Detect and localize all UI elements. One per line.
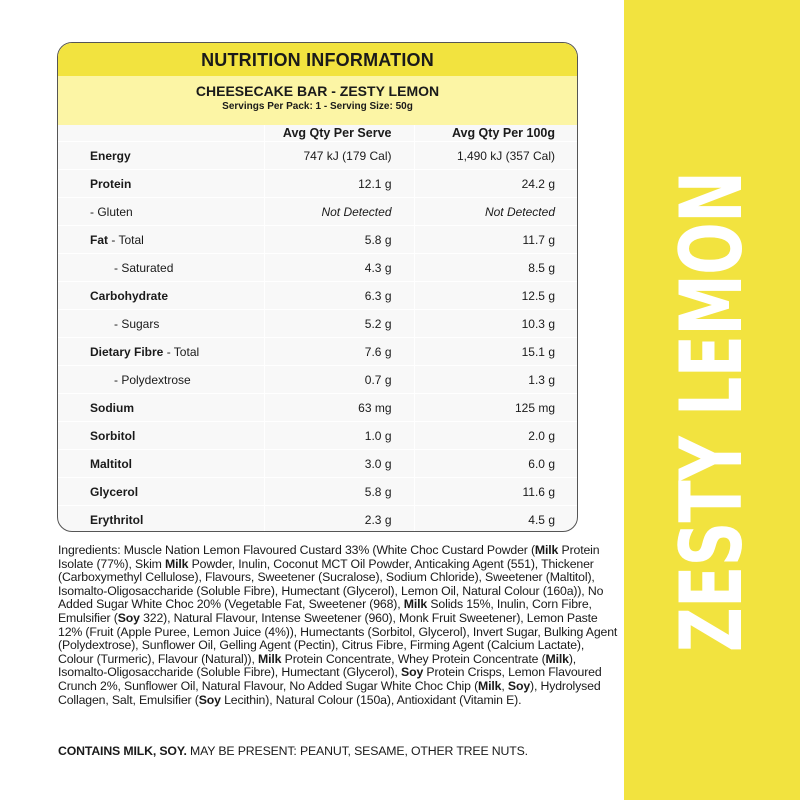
- nutrient-qualifier: - Polydextrose: [114, 372, 191, 387]
- table-row: [58, 282, 577, 310]
- allergen-highlight: Soy: [117, 610, 140, 625]
- table-row: [58, 450, 577, 478]
- value-per-100g: 10.3 g: [414, 310, 577, 338]
- value-per-serve: Not Detected: [264, 198, 414, 226]
- may-contain-allergens: MAY BE PRESENT: PEANUT, SESAME, OTHER TREE NUTS.: [186, 744, 528, 758]
- table-row: [58, 394, 577, 422]
- value-per-serve: 0.7 g: [264, 366, 414, 394]
- allergen-highlight: Soy: [198, 692, 221, 707]
- value-per-100g: 125 mg: [414, 394, 577, 422]
- nutrient-name: Dietary Fibre: [90, 344, 164, 359]
- value-per-serve: 2.3 g: [264, 506, 414, 533]
- table-row: [58, 226, 577, 254]
- nutrient-name: Energy: [90, 148, 131, 163]
- ingredient-text-segment: ), Hydrolysed Collagen, Salt, Emulsifier (: [58, 678, 601, 707]
- ingredient-text-segment: Solids 15%, Inulin, Corn Fibre, Emulsifier (: [58, 597, 592, 625]
- ingredient-text-segment: Protein Isolate (77%), Skim: [58, 543, 600, 571]
- table-row: [58, 506, 577, 533]
- nutrient-name: Glycerol: [90, 484, 139, 499]
- nutrient-label: [58, 226, 264, 254]
- nutrient-qualifier: - Saturated: [114, 260, 174, 275]
- value-per-100g: Not Detected: [414, 198, 577, 226]
- ingredient-text-segment: Protein Crisps, Lemon Flavoured Crunch 2%, Sunflower Oil, Natural Flavour, No Added Sugar White Choc Chip (: [58, 665, 602, 693]
- nutrient-qualifier: - Sugars: [114, 316, 160, 331]
- flavour-vertical-text: ZESTY LEMON: [662, 171, 762, 653]
- table-row: [58, 254, 577, 282]
- nutrient-name: Erythritol: [90, 512, 144, 527]
- ingredient-text-segment: Lecithin), Natural Colour (150a), Antioxidant (Vitamin E).: [220, 692, 522, 707]
- nutrient-name: Maltitol: [90, 456, 132, 471]
- table-row: [58, 422, 577, 450]
- ingredient-text-segment: Ingredients: Muscle Nation Lemon Flavoured Custard 33% (White Choc Custard Powder (: [58, 543, 535, 557]
- value-per-serve: 63 mg: [264, 394, 414, 422]
- allergen-highlight: Milk: [258, 651, 282, 666]
- value-per-100g: 4.5 g: [414, 506, 577, 533]
- value-per-100g: 6.0 g: [414, 450, 577, 478]
- ingredient-text-segment: Powder, Inulin, Coconut MCT Oil Powder, Anticaking Agent (551), Thickener (Carboxymethyl Cellulose), Flavours, Sweetener (Sucralose), Sodium Chloride), Sweetener (Maltitol), Isomalto-Oligosaccharide (Soluble Fibre), Humectant (Glycerol), Lemon Oil, Natural Colour (160a)), No Added Sugar White Choc 20% (Vegetable Fat, Sweetener (968),: [58, 556, 604, 612]
- nutrition-panel: [57, 42, 578, 532]
- allergen-statement: [58, 744, 618, 758]
- ingredient-text-segment: ,: [501, 678, 508, 693]
- allergen-highlight: Soy: [401, 665, 424, 680]
- value-per-serve: 5.2 g: [264, 310, 414, 338]
- nutrient-label: [58, 450, 264, 478]
- allergen-highlight: Milk: [165, 556, 189, 571]
- table-row: [58, 338, 577, 366]
- nutrient-label: [58, 170, 264, 198]
- nutrition-table: [58, 125, 577, 532]
- value-per-100g: 12.5 g: [414, 282, 577, 310]
- ingredient-text-segment: Protein Concentrate, Whey Protein Concentrate (: [281, 651, 546, 666]
- table-row: [58, 170, 577, 198]
- value-per-100g: 11.7 g: [414, 226, 577, 254]
- nutrient-label: [58, 282, 264, 310]
- value-per-100g: 1,490 kJ (357 Cal): [414, 142, 577, 170]
- column-header-nutrient: [58, 125, 264, 142]
- nutrient-label: [58, 254, 264, 282]
- allergen-highlight: Milk: [403, 597, 428, 612]
- value-per-100g: 15.1 g: [414, 338, 577, 366]
- value-per-100g: 11.6 g: [414, 478, 577, 506]
- contains-allergens: CONTAINS MILK, SOY.: [58, 744, 187, 758]
- nutrient-label: [58, 422, 264, 450]
- nutrient-name: Fat: [90, 232, 108, 247]
- product-name: CHEESECAKE BAR - ZESTY LEMON: [195, 83, 440, 99]
- nutrient-label: [58, 506, 264, 533]
- ingredients-text: [58, 544, 618, 707]
- table-header-row: [58, 125, 577, 142]
- nutrient-label: [58, 310, 264, 338]
- nutrient-label: [58, 366, 264, 394]
- value-per-serve: 6.3 g: [264, 282, 414, 310]
- allergen-highlight: Soy: [507, 678, 531, 693]
- nutrient-name: Protein: [90, 176, 132, 191]
- column-header-per-serve: Avg Qty Per Serve: [264, 125, 414, 142]
- product-header: [58, 76, 577, 125]
- value-per-serve: 1.0 g: [264, 422, 414, 450]
- nutrient-qualifier: - Total: [163, 344, 200, 359]
- value-per-serve: 4.3 g: [264, 254, 414, 282]
- nutrient-label: [58, 142, 264, 170]
- value-per-100g: 24.2 g: [414, 170, 577, 198]
- nutrient-label: [58, 198, 264, 226]
- nutrient-label: [58, 394, 264, 422]
- nutrition-title: NUTRITION INFORMATION: [58, 43, 577, 76]
- allergen-highlight: Milk: [534, 543, 559, 557]
- nutrient-qualifier: - Gluten: [90, 204, 133, 219]
- nutrient-label: [58, 338, 264, 366]
- table-row: [58, 310, 577, 338]
- value-per-100g: 2.0 g: [414, 422, 577, 450]
- column-header-per-100g: Avg Qty Per 100g: [414, 125, 577, 142]
- value-per-serve: 7.6 g: [264, 338, 414, 366]
- ingredient-text-segment: 322), Natural Flavour, Intense Sweetener (960), Monk Fruit Sweetener), Lemon Paste 12% (Fruit (Apple Puree, Lemon Juice (4%)), Humectants (Sorbitol, Glycerol), Invert Sugar, Bulking Agent (Polydextrose), Sunflower Oil, Gelling Agent (Pectin), Citrus Fibre, Firming Agent (Calcium Lactate), Colour (Turmeric), Flavour (Natural)),: [58, 610, 618, 666]
- table-row: [58, 478, 577, 506]
- nutrient-name: Carbohydrate: [90, 288, 169, 303]
- value-per-serve: 5.8 g: [264, 478, 414, 506]
- ingredient-text-segment: ), Isomalto-Oligosaccharide (Soluble Fibre), Humectant (Glycerol),: [58, 651, 577, 680]
- value-per-serve: 5.8 g: [264, 226, 414, 254]
- nutrient-qualifier: - Total: [108, 232, 144, 247]
- table-row: [58, 366, 577, 394]
- serving-info: Servings Per Pack: 1 - Serving Size: 50g: [222, 101, 413, 112]
- allergen-highlight: Milk: [545, 651, 569, 666]
- allergen-highlight: Milk: [478, 678, 502, 693]
- value-per-serve: 12.1 g: [264, 170, 414, 198]
- value-per-serve: 747 kJ (179 Cal): [264, 142, 414, 170]
- value-per-100g: 1.3 g: [414, 366, 577, 394]
- table-row: [58, 198, 577, 226]
- nutrient-name: Sorbitol: [90, 428, 136, 443]
- flavour-vertical-title: [662, 78, 762, 745]
- nutrient-label: [58, 478, 264, 506]
- table-row: [58, 142, 577, 170]
- nutrient-name: Sodium: [90, 400, 134, 415]
- value-per-100g: 8.5 g: [414, 254, 577, 282]
- value-per-serve: 3.0 g: [264, 450, 414, 478]
